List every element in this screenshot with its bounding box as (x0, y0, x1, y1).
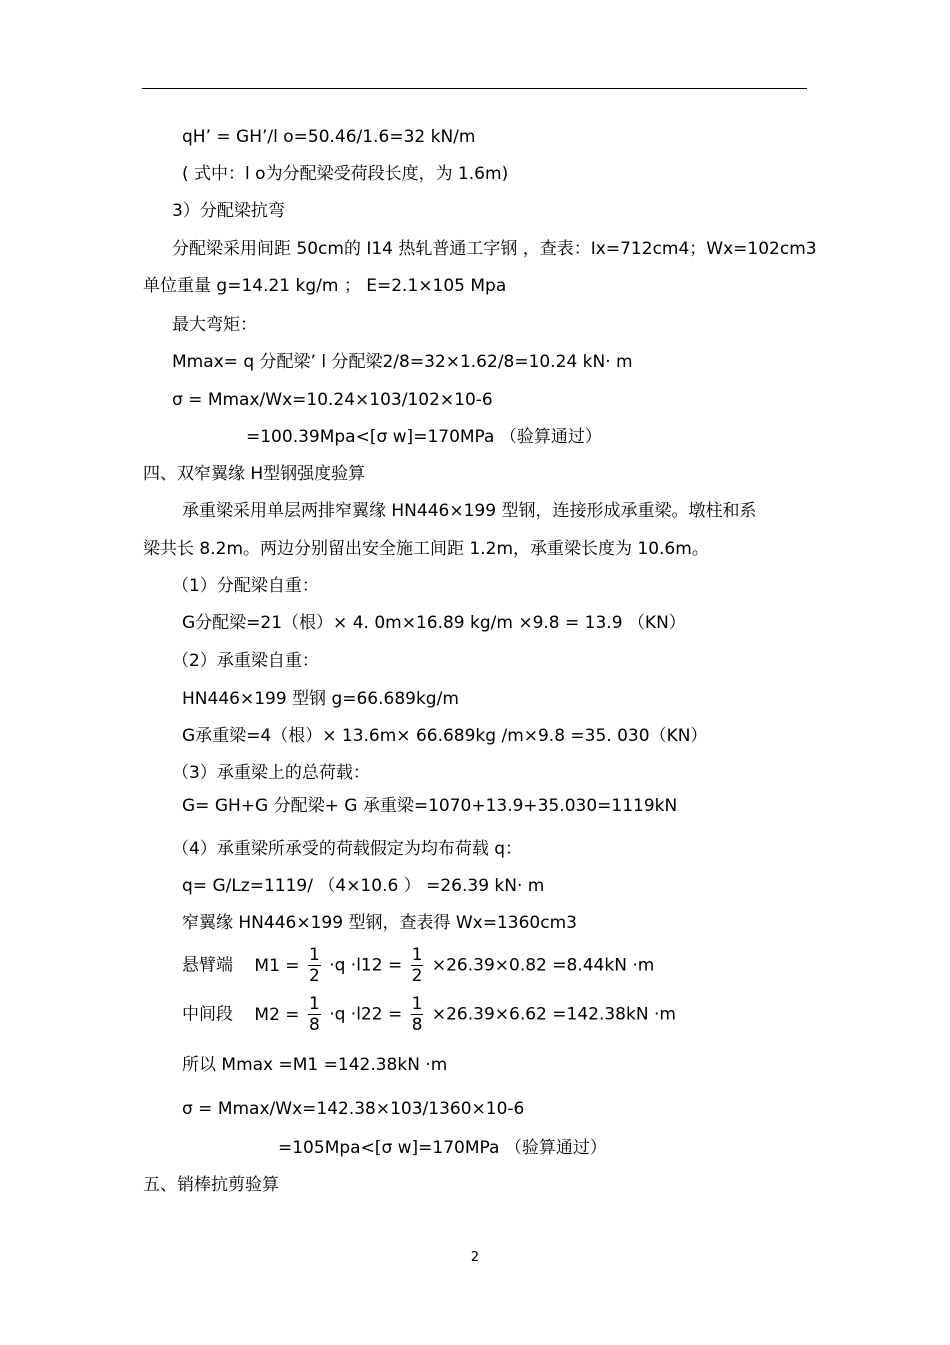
m1-lhs: M1 = (254, 955, 300, 976)
m1-fraction-2: $\frac{1}{2}$ (411, 945, 423, 986)
paragraph-i14: 分配梁采用间距 50cm的 I14 热轧普通工字钢 ，查表：Ix=712cm4；Wx=102cm3 (172, 239, 817, 259)
paragraph-wx: 窄翼缘 HN446×199 型钢，查表得 Wx=1360cm3 (182, 913, 577, 933)
formula-m2 (182, 994, 676, 1035)
m2-fraction-1: $\frac{1}{8}$ (308, 994, 320, 1035)
label-max-moment: 最大弯矩： (172, 315, 257, 335)
m2-label: 中间段 (182, 1004, 233, 1025)
item-1-heading: （1）分配梁自重： (172, 576, 319, 596)
item-3-heading: （3）承重梁上的总荷载： (172, 763, 370, 783)
m2-rhs: ×26.39×6.62 =142.38kN ·m (431, 1004, 676, 1025)
note-lo: ( 式中：l o为分配梁受荷段长度，为 1.6m) (182, 164, 509, 184)
m1-fraction-1: $\frac{1}{2}$ (308, 945, 320, 986)
formula-g-total: G= GH+G 分配梁+ G 承重梁=1070+13.9+35.030=1119kN (182, 796, 678, 816)
formula-sigma-1: σ = Mmax/Wx=10.24×103/102×10-6 (172, 390, 493, 410)
formula-q: q= G/Lz=1119/ （4×10.6 ） =26.39 kN· m (182, 876, 545, 896)
item-2-heading: （2）承重梁自重： (172, 651, 319, 671)
m2-fraction-2: $\frac{1}{8}$ (411, 994, 423, 1035)
m2-lhs: M2 = (254, 1004, 300, 1025)
formula-mmax-result: 所以 Mmax =M1 =142.38kN ·m (182, 1055, 448, 1075)
result-sigma-1: =100.39Mpa<[σ w]=170MPa （验算通过） (246, 427, 602, 447)
hn446-weight: HN446×199 型钢 g=66.689kg/m (182, 689, 459, 709)
item-4-heading: （4）承重梁所承受的荷载假定为均布荷载 q： (172, 839, 523, 859)
paragraph-load-beam-1: 承重梁采用单层两排窄翼缘 HN446×199 型钢，连接形成承重梁。墩柱和系 (182, 501, 757, 521)
m2-mid: ·q ·l22 = (329, 1004, 403, 1025)
formula-sigma-2: σ = Mmax/Wx=142.38×103/1360×10-6 (182, 1099, 525, 1119)
paragraph-unit-weight: 单位重量 g=14.21 kg/m ； E=2.1×105 Mpa (143, 276, 507, 296)
m1-label: 悬臂端 (182, 955, 233, 976)
m1-rhs: ×26.39×0.82 =8.44kN ·m (431, 955, 655, 976)
paragraph-load-beam-2: 梁共长 8.2m。两边分别留出安全施工间距 1.2m，承重梁长度为 10.6m。 (143, 539, 709, 559)
heading-beam-bending: 3）分配梁抗弯 (172, 201, 285, 221)
section-heading-5: 五、销棒抗剪验算 (143, 1175, 279, 1195)
header-rule (142, 88, 807, 89)
m1-mid: ·q ·l12 = (329, 955, 403, 976)
section-heading-4: 四、双窄翼缘 H型钢强度验算 (143, 464, 366, 484)
formula-qh: qH’ = GH’/l o=50.46/1.6=32 kN/m (182, 127, 476, 147)
formula-g-distribution: G分配梁=21（根）× 4. 0m×16.89 kg/m ×9.8 = 13.9 （KN） (182, 613, 686, 633)
formula-g-load-beam: G承重梁=4（根）× 13.6m× 66.689kg /m×9.8 =35. 030（KN） (182, 726, 708, 746)
page-number: 2 (470, 1250, 480, 1265)
formula-mmax: Mmax= q 分配梁’ l 分配梁2/8=32×1.62/8=10.24 kN· m (172, 352, 633, 372)
result-sigma-2: =105Mpa<[σ w]=170MPa （验算通过） (278, 1138, 607, 1158)
formula-m1 (182, 945, 654, 986)
